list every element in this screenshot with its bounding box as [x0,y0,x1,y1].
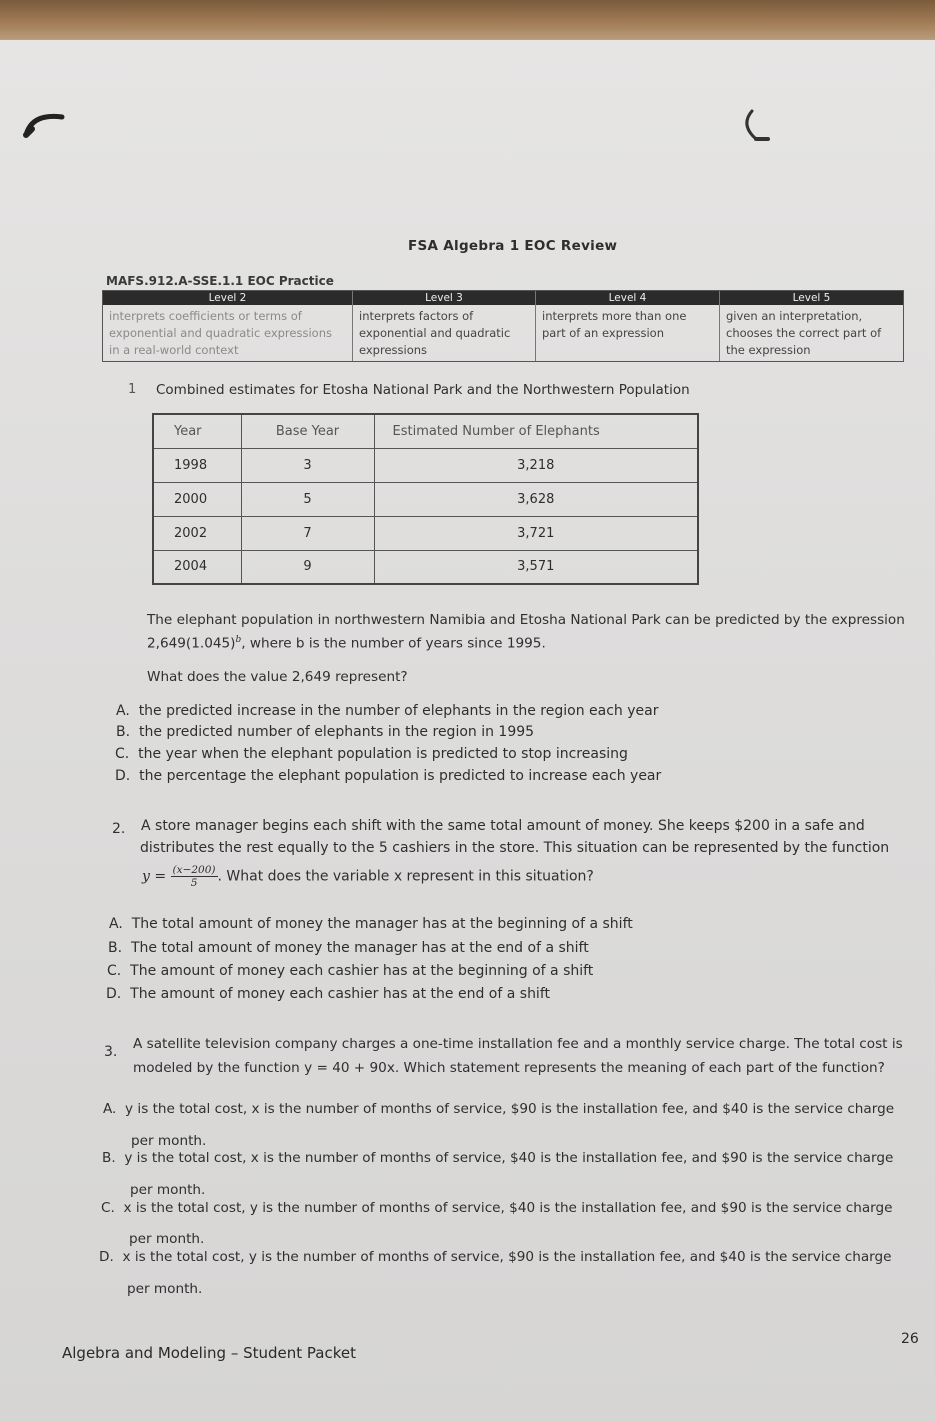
cell-year: 2002 [153,516,241,550]
choice-letter: D. [115,768,131,784]
answer-choice[interactable] [116,724,534,740]
left-punch-hole-icon [22,105,68,143]
answer-choice[interactable] [101,1200,893,1216]
answer-choice[interactable] [99,1249,892,1265]
answer-choice[interactable] [116,703,658,719]
choice-letter: B. [102,1150,116,1166]
elephant-estimates-table [152,413,699,585]
choice-letter: A. [109,916,123,932]
answer-choice[interactable] [115,746,628,762]
choice-continuation: per month. [129,1231,205,1247]
table-row [153,516,698,550]
page-title: FSA Algebra 1 EOC Review [408,238,618,254]
question-2-line-2: distributes the rest equally to the 5 cashiers in the store. This situation can be represented by the function [140,840,890,856]
answer-choice[interactable] [102,1150,893,1166]
table-header-row [153,414,698,448]
choice-continuation: per month. [130,1182,206,1198]
fraction-denominator: 5 [190,877,198,889]
table-row [153,448,698,482]
cell-year: 2004 [153,550,241,584]
expression-exponent: b [235,635,242,645]
choice-text: the percentage the elephant population is predicted to increase each year [139,768,662,784]
choice-letter: D. [106,986,122,1002]
rubric-level-description: interprets more than one part of an expression [542,309,687,340]
question-3-number: 3. [104,1044,118,1060]
fraction-numerator: (x−200) [172,864,216,876]
column-header-base-year: Base Year [241,414,374,448]
choice-text: y is the total cost, x is the number of months of service, $90 is the installation fee, and $40 is the service charge [125,1101,895,1117]
rubric-level-label: Level 2 [103,291,352,305]
question-2-prompt: . What does the variable x represent in this situation? [217,868,594,885]
growth-expression: 2,649(1.045) [147,635,236,652]
choice-letter: C. [115,746,130,762]
column-header-year: Year [153,414,241,448]
cell-base-year: 9 [241,550,374,584]
standard-code: MAFS.912.A-SSE.1.1 EOC Practice [106,274,334,288]
choice-letter: C. [107,963,122,979]
cell-year: 2000 [153,482,241,516]
choice-text: y is the total cost, x is the number of months of service, $40 is the installation fee, and $90 is the service charge [124,1150,894,1166]
choice-text: x is the total cost, y is the number of months of service, $40 is the installation fee, and $90 is the service charge [123,1200,893,1216]
cell-elephants: 3,628 [374,482,698,516]
cell-base-year: 7 [241,516,374,550]
choice-letter: B. [116,724,131,740]
achievement-level-table [102,290,904,362]
answer-choice[interactable] [106,986,550,1002]
question-2-line-1: A store manager begins each shift with the same total amount of money. She keeps $200 in a safe and [141,818,865,834]
answer-choice[interactable] [109,916,633,932]
question-3-line-1: A satellite television company charges a one-time installation fee and a monthly service charge. The total cost is [133,1036,903,1052]
cell-elephants: 3,721 [374,516,698,550]
rubric-level-label: Level 5 [720,291,903,305]
cell-elephants: 3,571 [374,550,698,584]
question-1-stem-line-1: The elephant population in northwestern Namibia and Etosha National Park can be predicted by the expression [147,612,905,628]
rubric-level-3 [353,291,536,361]
rubric-level-description: given an interpretation, chooses the correct part of the expression [726,309,882,357]
answer-choice[interactable] [107,963,593,979]
question-3-line-2: modeled by the function y = 40 + 90x. Which statement represents the meaning of each part of the function? [133,1060,885,1076]
rubric-level-description: interprets factors of exponential and quadratic expressions [359,309,511,357]
choice-letter: A. [103,1101,117,1117]
rubric-level-label: Level 3 [353,291,535,305]
choice-text: The total amount of money the manager has at the beginning of a shift [131,916,633,932]
column-header-elephants: Estimated Number of Elephants [374,414,698,448]
question-1-prompt: What does the value 2,649 represent? [147,669,408,685]
choice-text: the predicted number of elephants in the region in 1995 [138,724,535,740]
cell-base-year: 3 [241,448,374,482]
question-2-function [142,864,594,889]
rubric-level-4 [536,291,720,361]
cell-elephants: 3,218 [374,448,698,482]
choice-continuation: per month. [131,1133,207,1149]
rubric-level-label: Level 4 [536,291,719,305]
choice-text: The amount of money each cashier has at the beginning of a shift [130,963,594,979]
answer-choice[interactable] [103,1101,894,1117]
answer-choice[interactable] [108,940,589,956]
choice-letter: B. [108,940,123,956]
choice-letter: A. [116,703,130,719]
page-number: 26 [901,1331,919,1347]
cell-base-year: 5 [241,482,374,516]
choice-text: the year when the elephant population is predicted to stop increasing [138,746,628,762]
rubric-level-description: interprets coefficients or terms of exponential and quadratic expressions in a real-world context [109,309,332,357]
packet-title: Algebra and Modeling – Student Packet [62,1344,356,1362]
choice-text: x is the total cost, y is the number of months of service, $90 is the installation fee, and $40 is the service charge [122,1249,892,1265]
rubric-level-2 [103,291,353,361]
stem-rest: , where b is the number of years since 1995. [241,635,546,652]
question-2-number: 2. [112,821,126,837]
function-lhs: y = [142,868,167,885]
table-row [153,482,698,516]
function-fraction [171,864,218,889]
choice-letter: C. [101,1200,115,1216]
choice-text: The amount of money each cashier has at the end of a shift [130,986,550,1002]
choice-text: The total amount of money the manager has at the end of a shift [130,940,589,956]
table-caption: Combined estimates for Etosha National Park and the Northwestern Population [156,382,690,398]
table-row [153,550,698,584]
choice-letter: D. [99,1249,114,1265]
question-1-number: 1 [128,382,137,397]
choice-continuation: per month. [127,1281,203,1297]
question-1-stem-line-2 [147,635,546,652]
right-punch-hole-icon [738,105,784,143]
choice-text: the predicted increase in the number of elephants in the region each year [138,703,659,719]
rubric-level-5 [720,291,903,361]
cell-year: 1998 [153,448,241,482]
answer-choice[interactable] [115,768,661,784]
